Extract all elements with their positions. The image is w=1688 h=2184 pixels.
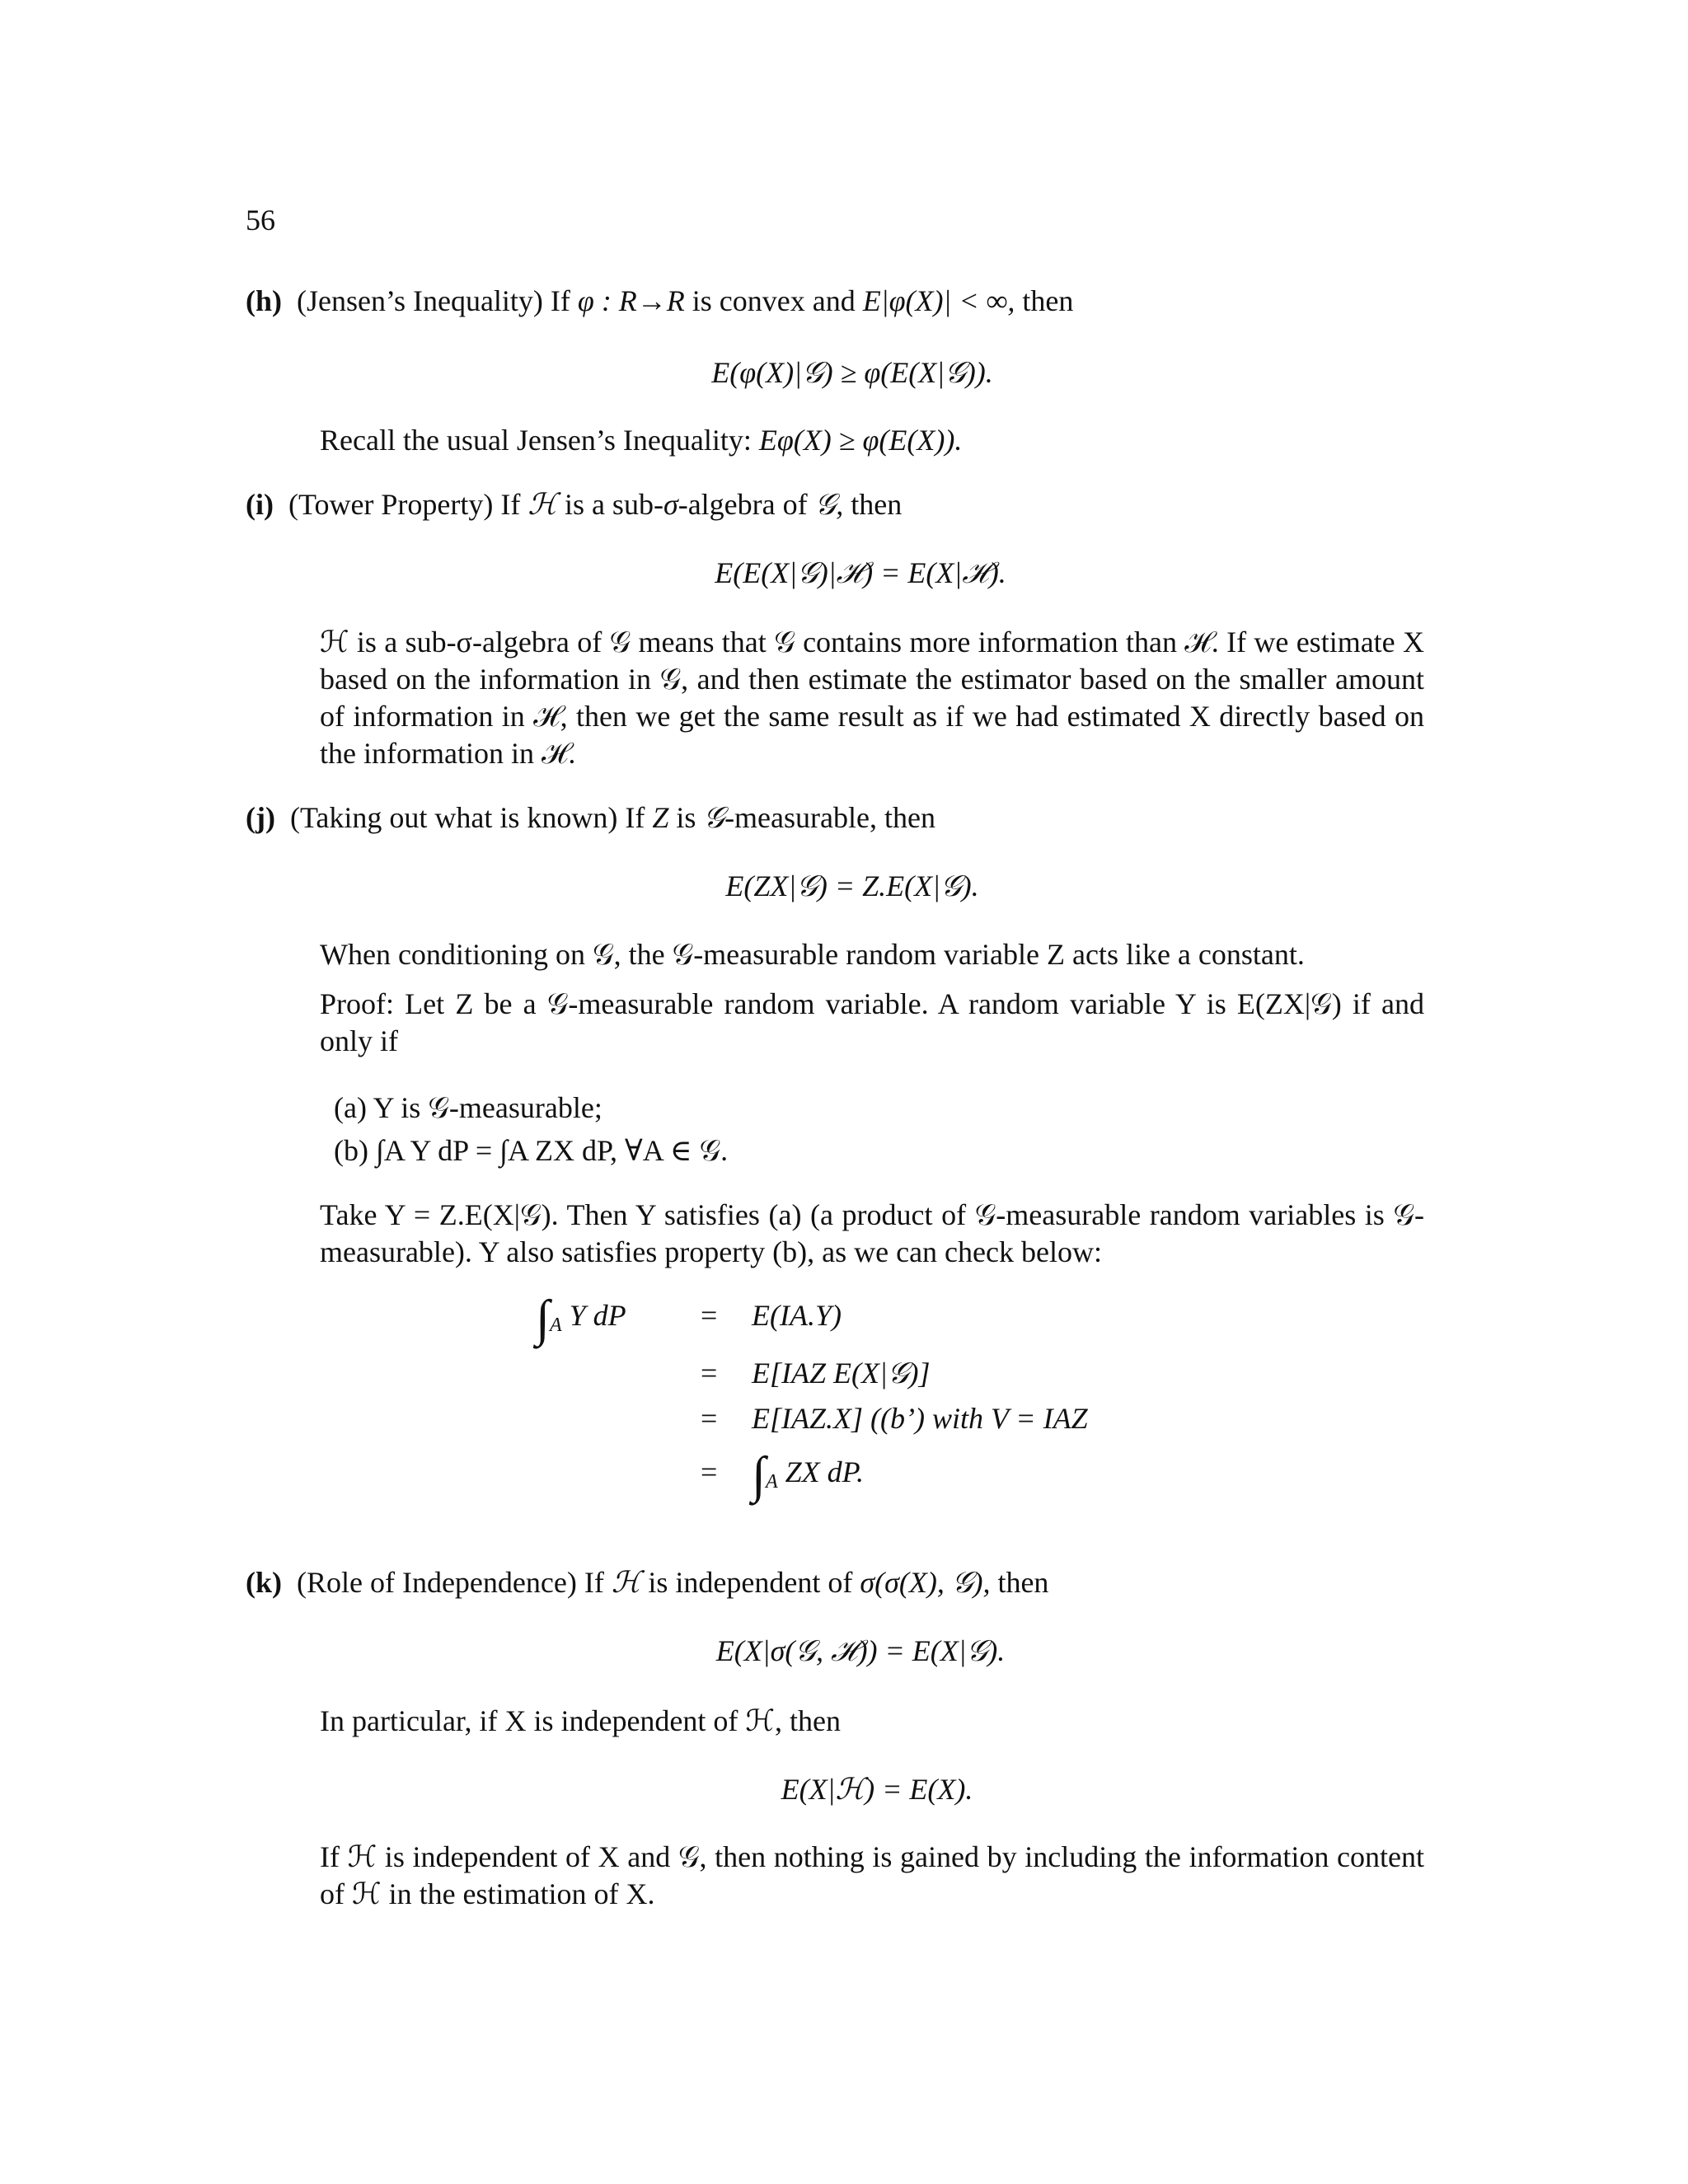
item-i-explanation: ℋ is a sub-σ-algebra of 𝒢 means that 𝒢 contains more information than ℋ. If we estimate X based on the information in 𝒢, and then estimate the estimator based on the smaller amount of information in ℋ, then we get the same result as if we had estimated X directly based on the information in ℋ.	[320, 626, 1424, 770]
item-i-label: (i)	[246, 488, 274, 521]
item-h-recall	[320, 422, 962, 458]
item-h-recall-text: Recall the usual Jensen’s Inequality:	[320, 424, 752, 457]
item-k-intro2: is independent of	[648, 1566, 853, 1599]
item-j-proof: Proof: Let Z be a 𝒢-measurable random variable. A random variable Y is E(ZX|𝒢) if and only if	[320, 987, 1424, 1057]
item-i-intro: (Tower Property) If	[288, 488, 521, 521]
derivation-rhs: E[IAZ.X] ((b’) with V = IAZ	[752, 1402, 1088, 1435]
derivation-lhs: Y dP	[569, 1299, 626, 1332]
integral-subscript: A	[549, 1315, 562, 1336]
item-k-heading	[246, 1564, 1048, 1601]
item-i-math: ℋ	[528, 488, 557, 521]
item-h-heading	[246, 283, 1073, 319]
item-i-intro-end: then	[851, 488, 903, 521]
item-j-intro: (Taking out what is known) If	[289, 801, 645, 834]
integral-subscript: A	[765, 1471, 778, 1493]
item-j-take: Take Y = Z.E(X|𝒢). Then Y satisfies (a) (a product of 𝒢-measurable random variables is 𝒢-measurable). Y also satisfies property (b), as we can check below:	[320, 1198, 1424, 1268]
item-j-intro2: is	[676, 801, 696, 834]
item-j-equation: E(ZX|𝒢) = Z.E(X|𝒢).	[725, 869, 979, 902]
item-k-particular: In particular, if X is independent of ℋ, then	[320, 1704, 841, 1737]
derivation-row	[536, 1291, 1278, 1347]
item-j-cond-a: (a) Y is 𝒢-measurable;	[334, 1091, 603, 1124]
item-j-math2: 𝒢	[703, 801, 725, 834]
derivation-rhs: E(IA.Y)	[752, 1299, 842, 1332]
item-k-intro-end: then	[997, 1566, 1049, 1599]
item-i-math2: σ	[663, 488, 678, 521]
page-number: 56	[246, 204, 275, 237]
item-k-equation2: E(X|ℋ) = E(X).	[781, 1773, 973, 1806]
item-j-note: When conditioning on 𝒢, the 𝒢-measurable random variable Z acts like a constant.	[320, 938, 1305, 971]
item-h-intro-end: then	[1022, 284, 1074, 317]
derivation-row	[536, 1401, 1278, 1447]
item-j-math: Z	[652, 801, 669, 834]
item-h-math: φ : R→R	[577, 284, 685, 317]
item-j-intro-end: -measurable, then	[724, 801, 935, 834]
item-k-math2: σ(σ(X), 𝒢),	[860, 1566, 991, 1599]
equals-sign: =	[701, 1402, 718, 1435]
item-i-math3: 𝒢,	[814, 488, 844, 521]
item-i-intro3: -algebra of	[678, 488, 808, 521]
derivation-rhs: E[IAZ E(X|𝒢)]	[752, 1357, 931, 1390]
item-k-math: ℋ	[611, 1566, 641, 1599]
item-j-cond-b: (b) ∫A Y dP = ∫A ZX dP, ∀A ∈ 𝒢.	[334, 1134, 729, 1167]
item-h-recall-math: Eφ(X) ≥ φ(E(X)).	[758, 424, 963, 457]
item-j-heading	[246, 799, 935, 836]
integral-sign: ∫	[752, 1447, 766, 1503]
equals-sign: =	[701, 1455, 718, 1488]
derivation-row	[536, 1447, 1278, 1503]
item-k-equation: E(X|σ(𝒢, ℋ)) = E(X|𝒢).	[715, 1634, 1006, 1667]
item-h-label: (h)	[246, 284, 282, 317]
item-k-closing: If ℋ is independent of X and 𝒢, then nothing is gained by including the information content of ℋ in the estimation of X.	[320, 1840, 1424, 1910]
item-h-intro2: is convex and	[692, 284, 856, 317]
equals-sign: =	[701, 1299, 718, 1332]
item-h-equation: E(φ(X)|𝒢) ≥ φ(E(X|𝒢)).	[711, 356, 993, 389]
integral-sign: ∫	[536, 1291, 550, 1347]
item-k-intro: (Role of Independence) If	[297, 1566, 604, 1599]
equals-sign: =	[701, 1357, 718, 1390]
derivation-row	[536, 1356, 1278, 1402]
item-k-label: (k)	[246, 1566, 282, 1599]
item-h-intro: (Jensen’s Inequality) If	[297, 284, 570, 317]
item-j-label: (j)	[246, 801, 275, 834]
item-h-math2: E|φ(X)| < ∞,	[862, 284, 1015, 317]
derivation-rhs: ZX dP.	[785, 1455, 865, 1488]
item-i-intro2: is a sub-	[564, 488, 663, 521]
item-i-heading	[246, 486, 902, 523]
item-i-equation: E(E(X|𝒢)|ℋ) = E(X|ℋ).	[715, 556, 1006, 589]
